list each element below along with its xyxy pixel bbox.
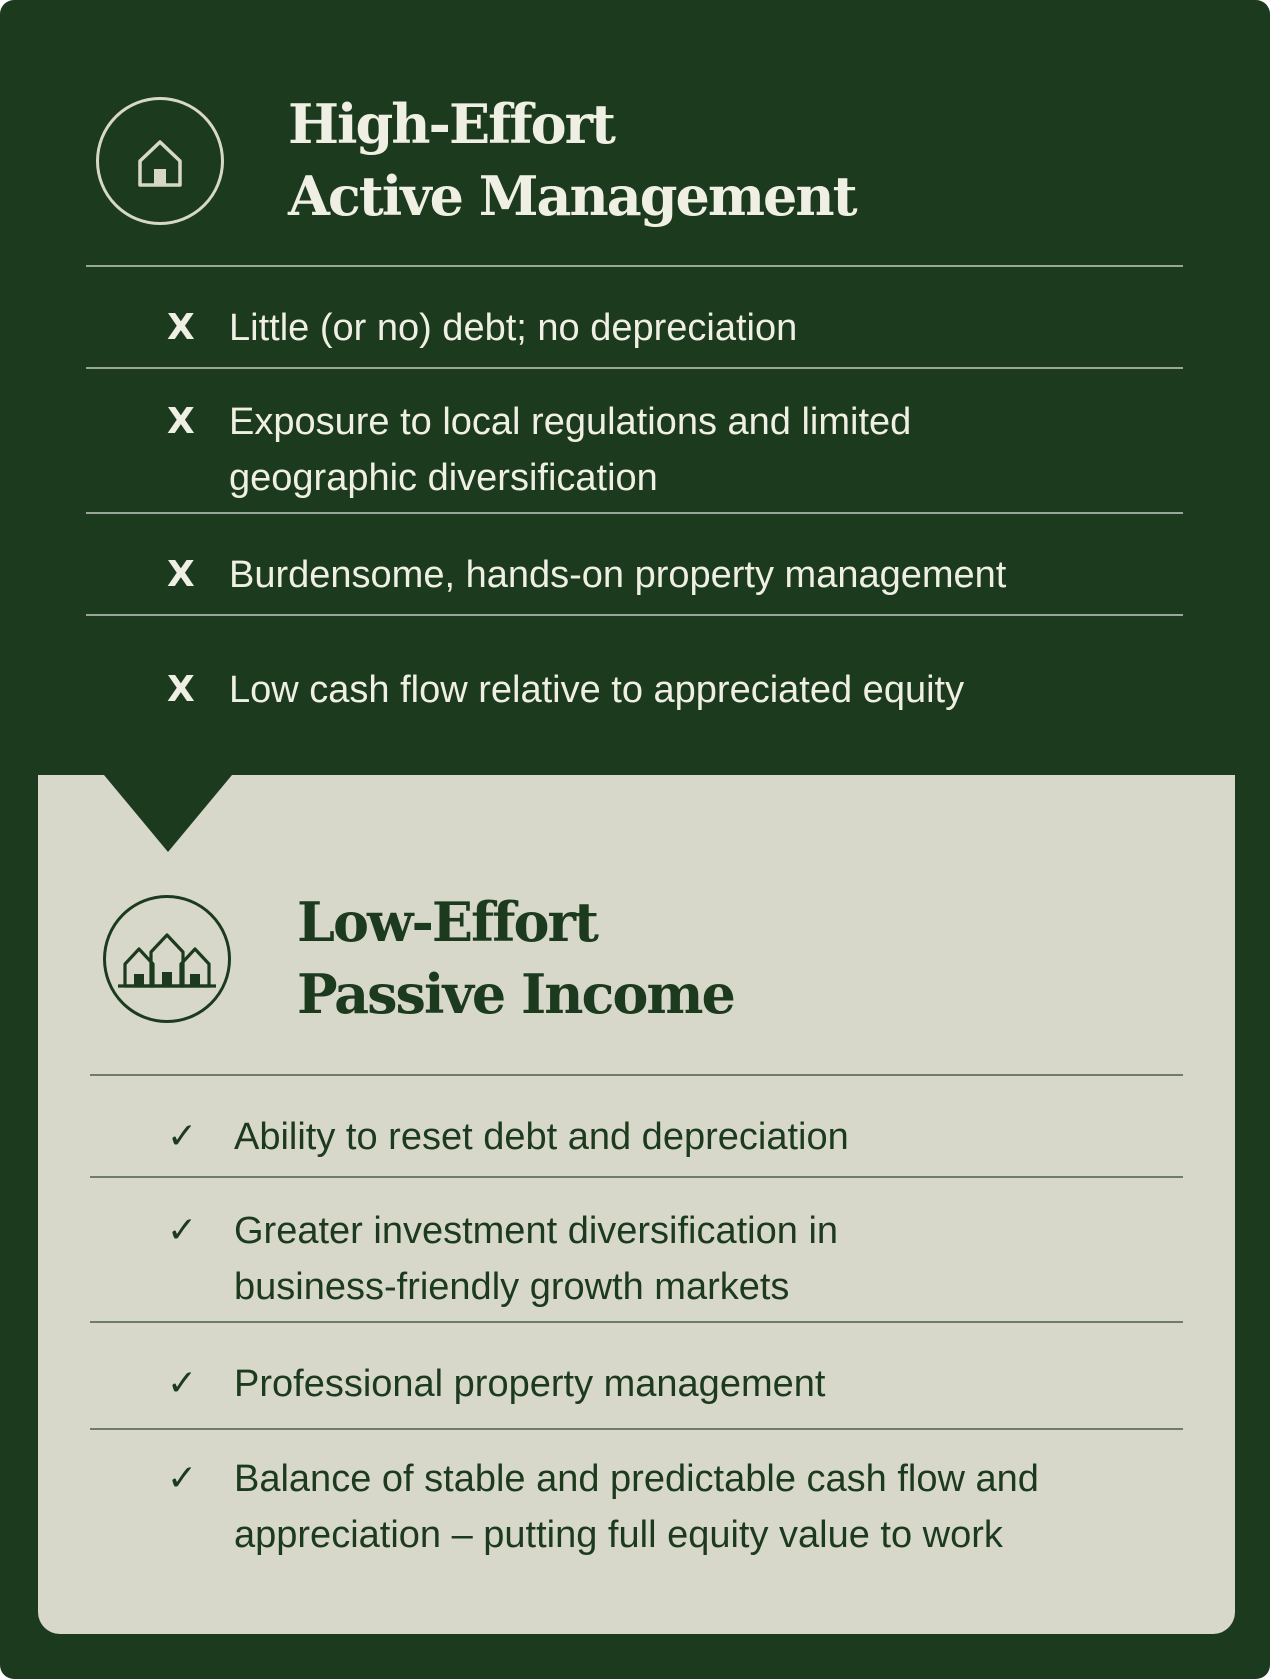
item-text-line2: geographic diversification: [229, 457, 658, 499]
low-effort-title-line2: Passive Income: [297, 962, 734, 1026]
divider: [90, 1428, 1183, 1430]
divider: [86, 512, 1183, 514]
item-text: Low cash flow relative to appreciated equity: [229, 669, 965, 711]
x-icon: X: [167, 669, 195, 710]
x-icon: X: [167, 307, 195, 348]
item-text-line2: business-friendly growth markets: [234, 1266, 790, 1308]
checkmark-icon: ✓: [167, 1458, 198, 1499]
divider: [86, 367, 1183, 369]
x-icon: X: [167, 401, 195, 442]
low-effort-title-line1: Low-Effort: [297, 890, 597, 954]
item-text-line2: appreciation – putting full equity value to work: [234, 1514, 1003, 1556]
item-text: Balance of stable and predictable cash flow and: [234, 1458, 1039, 1500]
checkmark-icon: ✓: [167, 1210, 198, 1251]
high-effort-title-line2: Active Management: [288, 164, 856, 228]
house-icon: [96, 97, 224, 225]
divider: [90, 1074, 1183, 1076]
pointer-arrow: [104, 775, 232, 852]
item-text: Greater investment diversification in: [234, 1210, 839, 1252]
item-text: Ability to reset debt and depreciation: [234, 1116, 849, 1158]
x-icon: X: [167, 554, 195, 595]
checkmark-icon: ✓: [167, 1363, 198, 1404]
checkmark-icon: ✓: [167, 1116, 198, 1157]
item-text: Exposure to local regulations and limited: [229, 401, 912, 443]
item-text: Professional property management: [234, 1363, 826, 1405]
divider: [90, 1321, 1183, 1323]
divider: [90, 1176, 1183, 1178]
item-text: Burdensome, hands-on property management: [229, 554, 1007, 596]
houses-icon: [103, 895, 231, 1023]
item-text: Little (or no) debt; no depreciation: [229, 307, 798, 349]
low-effort-title: [297, 886, 734, 1030]
divider: [86, 614, 1183, 616]
high-effort-title-line1: High-Effort: [288, 92, 614, 156]
divider: [86, 265, 1183, 267]
high-effort-title: [288, 88, 856, 232]
